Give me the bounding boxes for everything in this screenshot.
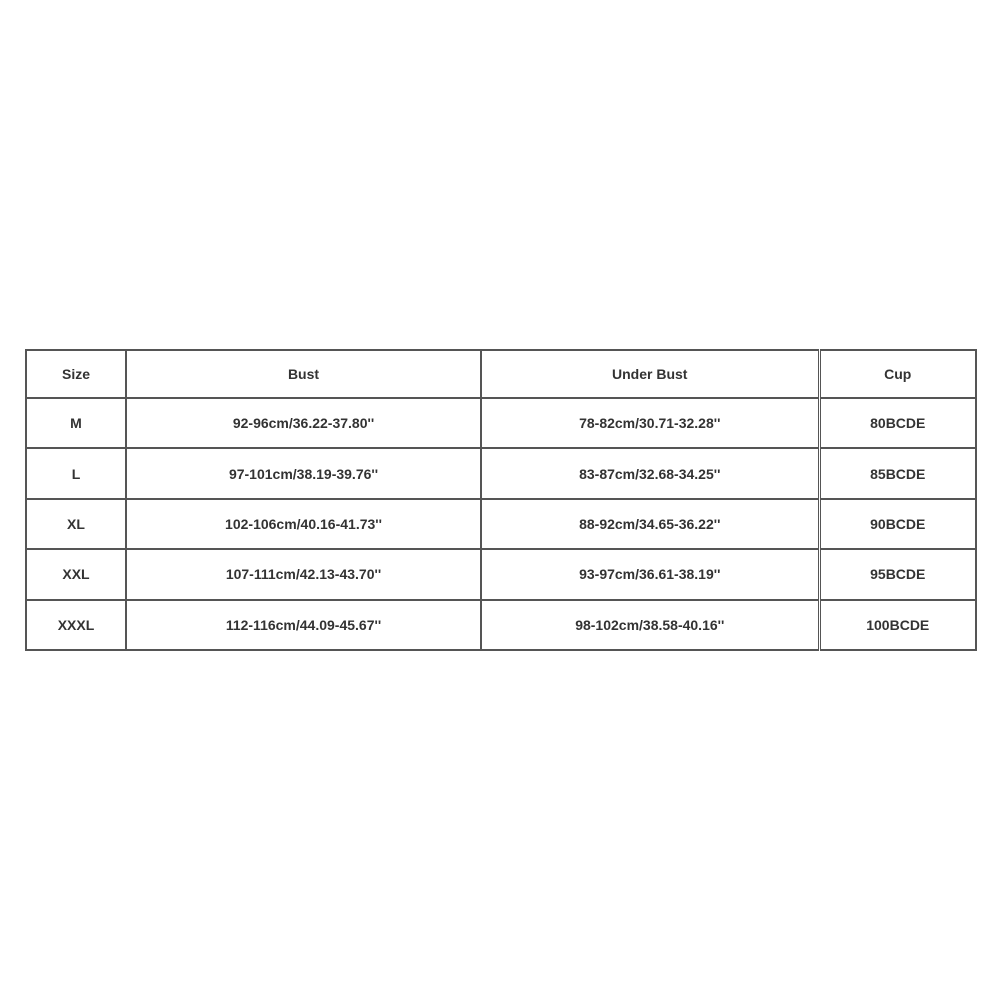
cell-size: M xyxy=(26,398,126,448)
cell-bust: 97-101cm/38.19-39.76'' xyxy=(126,448,481,498)
header-cup: Cup xyxy=(819,350,976,398)
table-row xyxy=(26,499,976,549)
size-chart-table xyxy=(25,349,977,651)
header-size: Size xyxy=(26,350,126,398)
cell-under-bust: 98-102cm/38.58-40.16'' xyxy=(481,600,819,650)
table-row xyxy=(26,549,976,599)
cell-cup: 100BCDE xyxy=(819,600,976,650)
cell-size: XXL xyxy=(26,549,126,599)
cell-size: XL xyxy=(26,499,126,549)
cell-bust: 102-106cm/40.16-41.73'' xyxy=(126,499,481,549)
cell-bust: 107-111cm/42.13-43.70'' xyxy=(126,549,481,599)
cell-cup: 95BCDE xyxy=(819,549,976,599)
cell-under-bust: 83-87cm/32.68-34.25'' xyxy=(481,448,819,498)
cell-under-bust: 93-97cm/36.61-38.19'' xyxy=(481,549,819,599)
table-row xyxy=(26,600,976,650)
header-bust: Bust xyxy=(126,350,481,398)
cell-cup: 90BCDE xyxy=(819,499,976,549)
cell-cup: 80BCDE xyxy=(819,398,976,448)
header-under-bust: Under Bust xyxy=(481,350,819,398)
cell-size: L xyxy=(26,448,126,498)
cell-cup: 85BCDE xyxy=(819,448,976,498)
table-row xyxy=(26,398,976,448)
cell-under-bust: 88-92cm/34.65-36.22'' xyxy=(481,499,819,549)
cell-bust: 92-96cm/36.22-37.80'' xyxy=(126,398,481,448)
table-header-row xyxy=(26,350,976,398)
table-row xyxy=(26,448,976,498)
cell-under-bust: 78-82cm/30.71-32.28'' xyxy=(481,398,819,448)
cell-bust: 112-116cm/44.09-45.67'' xyxy=(126,600,481,650)
cell-size: XXXL xyxy=(26,600,126,650)
